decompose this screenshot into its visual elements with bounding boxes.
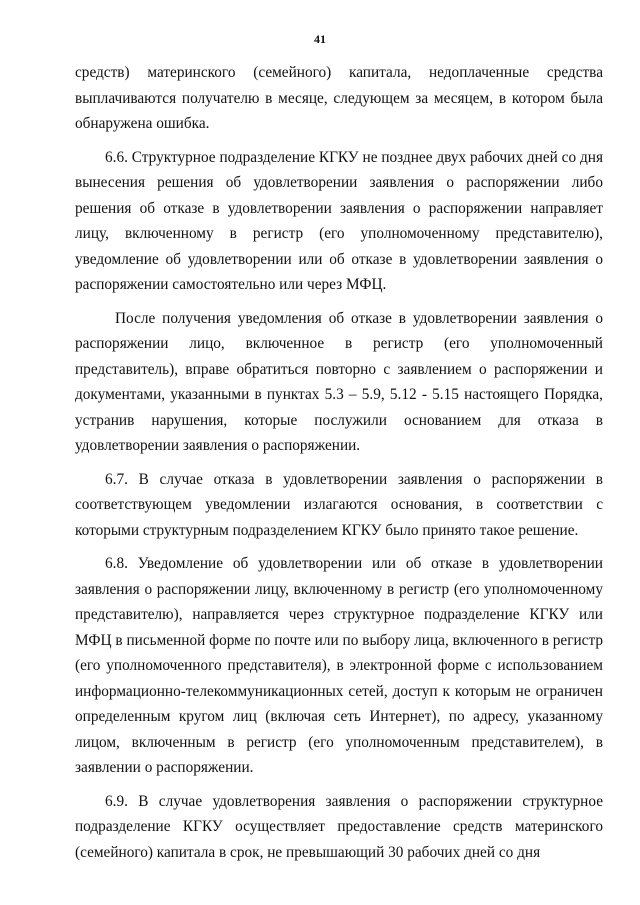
paragraph-resubmission: После получения уведомления об отказе в удовлетворении заявления о распоряжении лицо, включенное в регистр (его уполномоченный представитель), вправе обратиться повторно с заявлением о распоряжении и документами, указанными в пунктах 5.3 – 5.9, 5.12 - 5.15 настоящего Порядка, устранив нарушения, которые послужили основанием для отказа в удовлетворении заявления о распоряжении. [75, 309, 603, 454]
paragraph-6-6: 6.6. Структурное подразделение КГКУ не позднее двух рабочих дней со дня вынесения решения об удовлетворении заявления о распоряжении либо решения об отказе в удовлетворении заявления о распоряжении направляет лицу, включенному в регистр (его уполномоченному представителю), уведомление об удовлетворении или об отказе в удовлетворении заявления о распоряжении самостоятельно или через МФЦ. [75, 148, 603, 293]
paragraph-6-9: 6.9. В случае удовлетворения заявления о распоряжении структурное подразделение КГКУ осуществляет предоставление средств материнского (семейного) капитала в срок, не превышающий 30 рабочих дней со дня [75, 792, 603, 861]
paragraph-6-7: 6.7. В случае отказа в удовлетворении заявления о распоряжении в соответствующем уведомлении излагаются основания, в соответствии с которыми структурным подразделением КГКУ было принято такое решение. [75, 470, 603, 539]
document-body [75, 60, 603, 873]
page-number: 41 [314, 32, 326, 46]
paragraph-continuation: средств) материнского (семейного) капитала, недоплаченные средства выплачиваются получателю в месяце, следующем за месяцем, в котором была обнаружена ошибка. [75, 64, 603, 132]
paragraph-6-8: 6.8. Уведомление об удовлетворении или об отказе в удовлетворении заявления о распоряжении лицу, включенному в регистр (его уполномоченному представителю), направляется через структурное подразделение КГКУ или МФЦ в письменной форме по почте или по выбору лица, включенного в регистр (его уполномоченного представителя), в электронной форме с использованием информационно-телекоммуникационных сетей, доступ к которым не ограничен определенным кругом лиц (включая сеть Интернет), по адресу, указанному лицом, включенным в регистр (его уполномоченным представителем), в заявлении о распоряжении. [75, 555, 603, 776]
